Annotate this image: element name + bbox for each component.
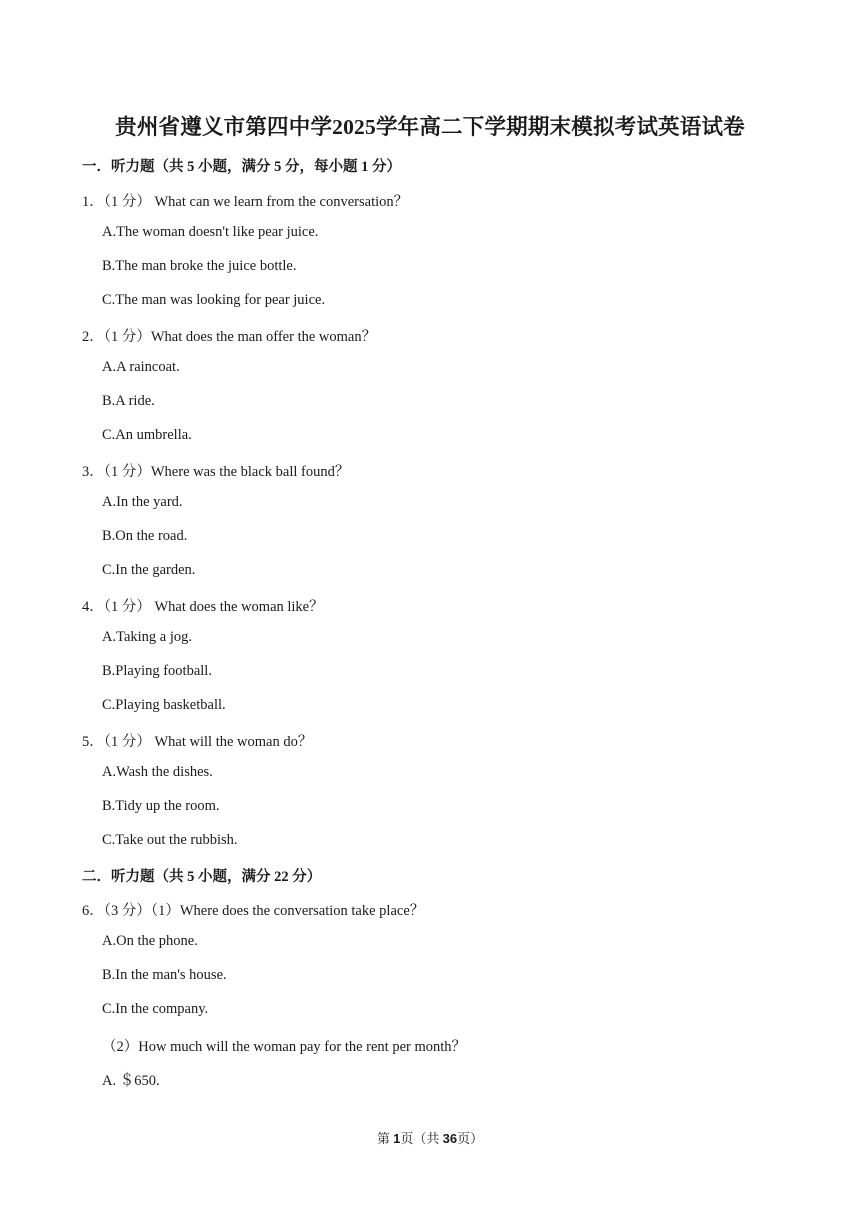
question-4-option-c: C.Playing basketball. (102, 697, 226, 713)
question-3-option-a: A.In the yard. (102, 494, 183, 510)
question-5-option-a: A.Wash the dishes. (102, 764, 213, 780)
page-title: 贵州省遵义市第四中学2025学年高二下学期期末模拟考试英语试卷 (115, 115, 745, 139)
question-4-option-a: A.Taking a jog. (102, 629, 192, 645)
question-3-option-c: C.In the garden. (102, 562, 196, 578)
question-1-option-c: C.The man was looking for pear juice. (102, 292, 326, 308)
footer-total-pages: 36 (442, 1131, 458, 1146)
question-2-option-b: B.A ride. (102, 393, 155, 409)
question-6-option-c: C.In the company. (102, 1001, 209, 1017)
question-1-stem: 1．（1 分） What can we learn from the conversation？ (82, 194, 409, 210)
question-5-option-b: B.Tidy up the room. (102, 798, 220, 814)
question-6-stem: 6．（3 分）（1）Where does the conversation take place？ (82, 903, 425, 919)
question-6-sub-2-option-a: A. ＄650. (102, 1073, 160, 1089)
footer-prefix: 第 (376, 1131, 394, 1146)
question-3-option-b: B.On the road. (102, 528, 188, 544)
footer-suffix: 页） (457, 1131, 484, 1146)
question-3-stem: 3．（1 分）Where was the black ball found？ (82, 464, 350, 480)
section-heading-1: 一．听力题（共 5 小题，满分 5 分，每小题 1 分） (82, 159, 401, 175)
question-2-option-c: C.An umbrella. (102, 427, 192, 443)
question-6-option-a: A.On the phone. (102, 933, 198, 949)
question-5-option-c: C.Take out the rubbish. (102, 832, 238, 848)
question-5-stem: 5．（1 分） What will the woman do？ (82, 734, 313, 750)
question-1-option-a: A.The woman doesn't like pear juice. (102, 224, 319, 240)
question-4-option-b: B.Playing football. (102, 663, 212, 679)
section-heading-2: 二．听力题（共 5 小题，满分 22 分） (82, 869, 322, 885)
question-1-option-b: B.The man broke the juice bottle. (102, 258, 297, 274)
question-6-option-b: B.In the man's house. (102, 967, 227, 983)
question-2-option-a: A.A raincoat. (102, 359, 180, 375)
footer-page-number: 1 (393, 1131, 401, 1146)
question-6-sub-2-stem: （2）How much will the woman pay for the rent per month？ (102, 1039, 467, 1055)
question-4-stem: 4．（1 分） What does the woman like？ (82, 599, 324, 615)
question-2-stem: 2．（1 分）What does the man offer the woman？ (82, 329, 377, 345)
page-footer (0, 1128, 860, 1147)
footer-middle: 页（共 (400, 1131, 443, 1146)
